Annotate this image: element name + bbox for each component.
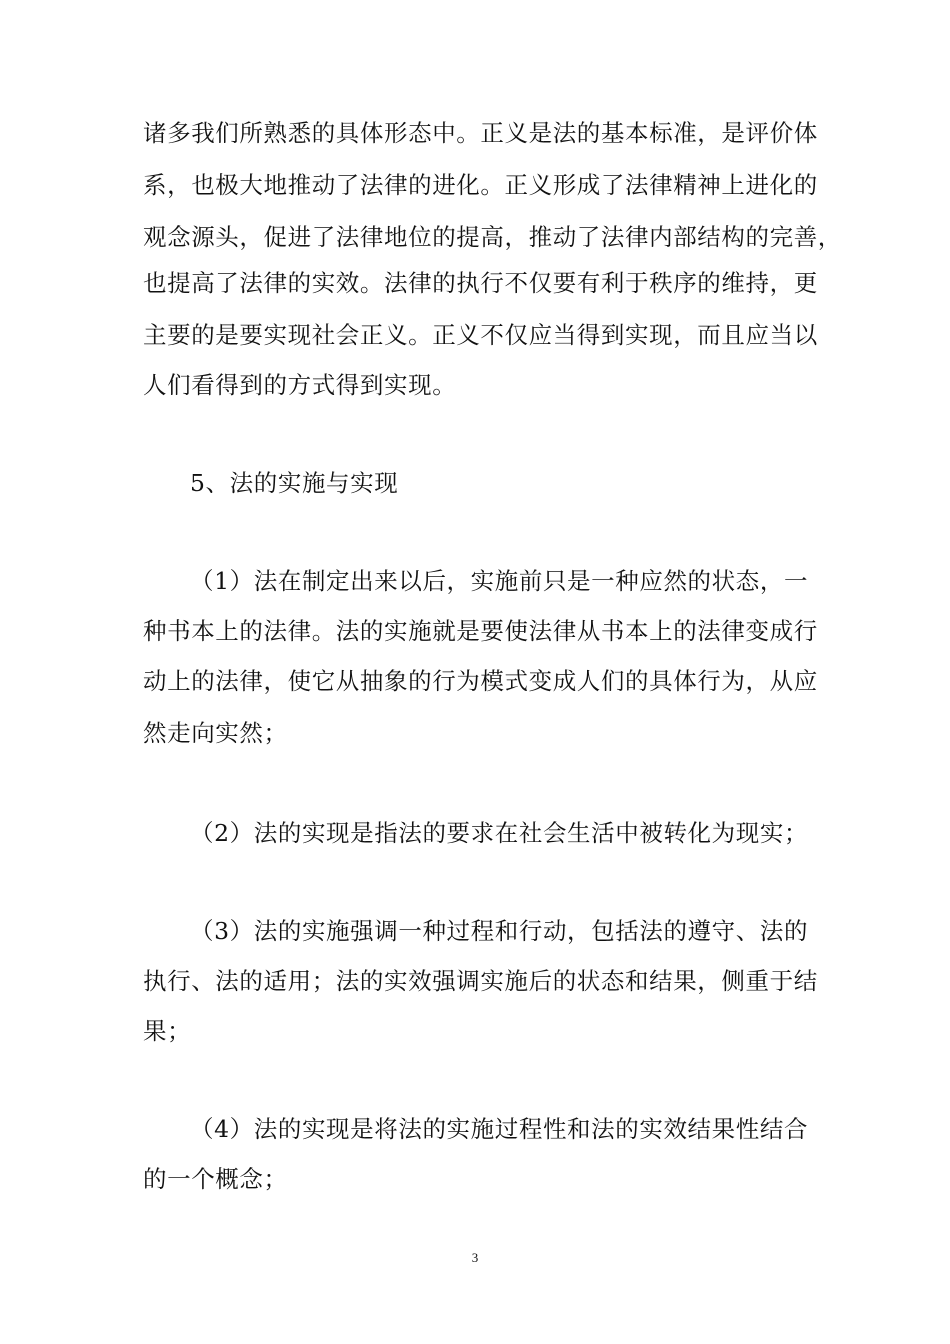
item-4-line: （4）法的实现是将法的实施过程性和法的实效结果性结合 (190, 1115, 809, 1143)
item-2-line: （2）法的实现是指法的要求在社会生活中被转化为现实； (190, 819, 809, 847)
item-3-line: （3）法的实施强调一种过程和行动，包括法的遵守、法的 (190, 917, 809, 945)
paragraph-line: 诸多我们所熟悉的具体形态中。正义是法的基本标准，是评价体 (143, 119, 818, 147)
item-1-line: （1）法在制定出来以后，实施前只是一种应然的状态，一 (190, 567, 809, 595)
paragraph-line: 人们看得到的方式得到实现。 (143, 371, 457, 399)
paragraph-line: 系，也极大地推动了法律的进化。正义形成了法律精神上进化的 (143, 171, 818, 199)
paragraph-line: 主要的是要实现社会正义。正义不仅应当得到实现，而且应当以 (143, 321, 818, 349)
item-1-line: 动上的法律，使它从抽象的行为模式变成人们的具体行为，从应 (143, 667, 818, 695)
item-3-line: 果； (143, 1017, 192, 1045)
page-number: 3 (471, 1250, 479, 1265)
paragraph-line: 也提高了法律的实效。法律的执行不仅要有利于秩序的维持，更 (143, 269, 818, 297)
item-3-line: 执行、法的适用；法的实效强调实施后的状态和结果，侧重于结 (143, 967, 818, 995)
item-4-line: 的一个概念； (143, 1165, 288, 1193)
item-1-line: 然走向实然； (143, 719, 288, 747)
section-heading: 5、法的实施与实现 (190, 469, 399, 497)
item-1-line: 种书本上的法律。法的实施就是要使法律从书本上的法律变成行 (143, 617, 818, 645)
paragraph-line: 观念源头，促进了法律地位的提高，推动了法律内部结构的完善， (143, 223, 842, 251)
